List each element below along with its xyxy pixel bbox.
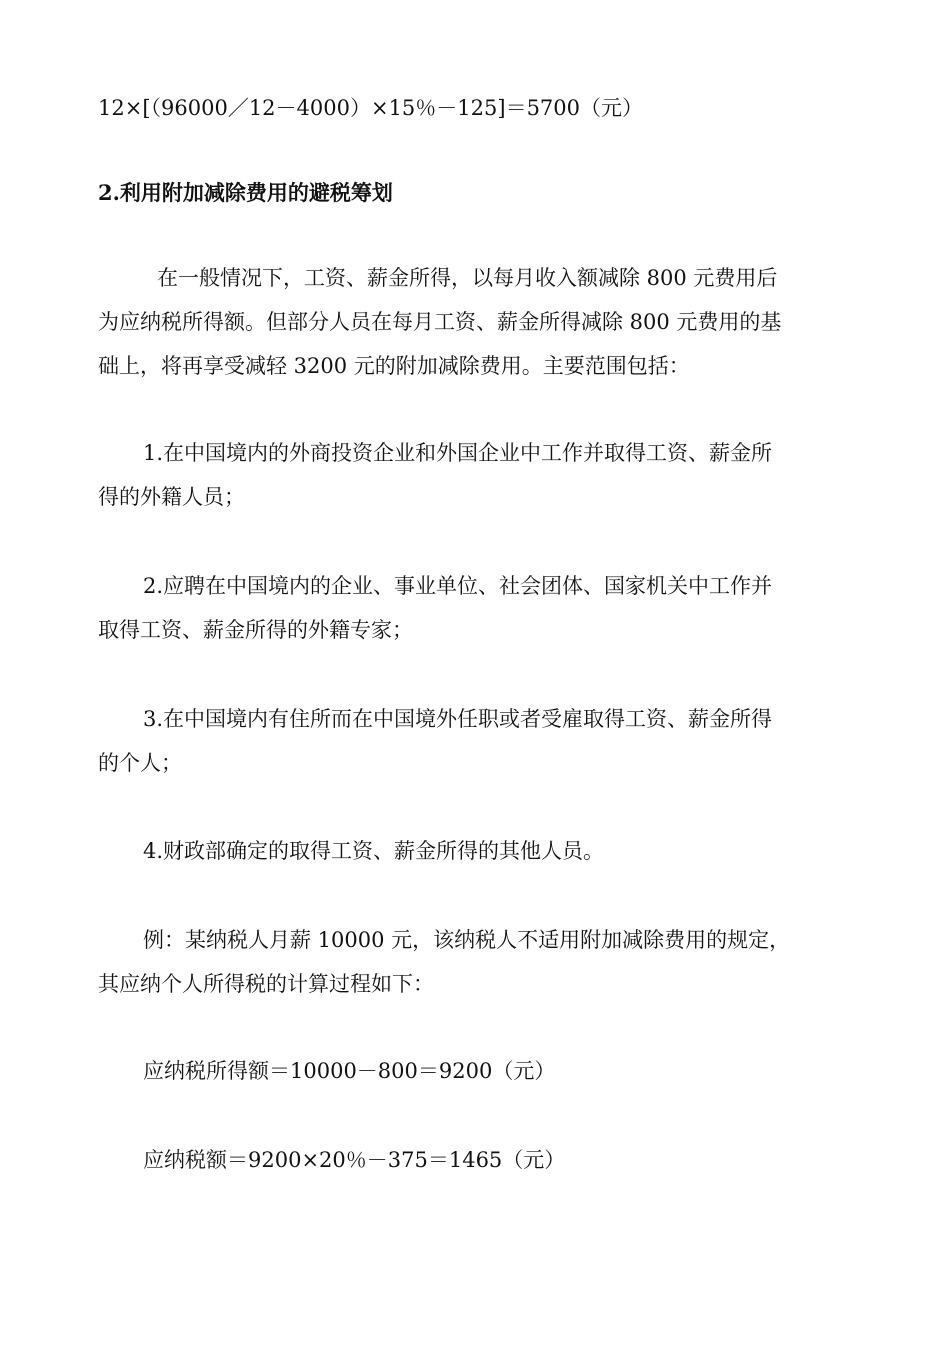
calc-taxable-income: 应纳税所得额＝10000－800＝9200（元） — [143, 1059, 556, 1083]
item-3-line-1: 3.在中国境内有住所而在中国境外任职或者受雇取得工资、薪金所得 — [143, 707, 773, 731]
item-1-line-2: 得的外籍人员； — [98, 485, 245, 509]
intro-line-3: 础上，将再享受减轻 3200 元的附加减除费用。主要范围包括： — [98, 354, 690, 378]
item-4-line-1: 4.财政部确定的取得工资、薪金所得的其他人员。 — [143, 839, 605, 863]
intro-line-1: 在一般情况下，工资、薪金所得，以每月收入额减除 800 元费用后 — [157, 266, 778, 290]
item-2-line-1: 2.应聘在中国境内的企业、事业单位、社会团体、国家机关中工作并 — [143, 574, 773, 598]
example-line-1: 例：某纳税人月薪 10000 元，该纳税人不适用附加减除费用的规定， — [143, 928, 791, 952]
calc-tax-amount: 应纳税额＝9200×20％－375＝1465（元） — [143, 1148, 566, 1172]
item-3-line-2: 的个人； — [98, 751, 182, 775]
example-line-2: 其应纳个人所得税的计算过程如下： — [98, 972, 434, 996]
item-2-line-2: 取得工资、薪金所得的外籍专家； — [98, 618, 413, 642]
section-heading: 2.利用附加减除费用的避税筹划 — [98, 180, 393, 205]
item-1-line-1: 1.在中国境内的外商投资企业和外国企业中工作并取得工资、薪金所 — [143, 441, 773, 465]
formula-line: 12×[（96000／12－4000）×15％－125]＝5700（元） — [98, 96, 644, 120]
intro-line-2: 为应纳税所得额。但部分人员在每月工资、薪金所得减除 800 元费用的基 — [98, 310, 782, 334]
